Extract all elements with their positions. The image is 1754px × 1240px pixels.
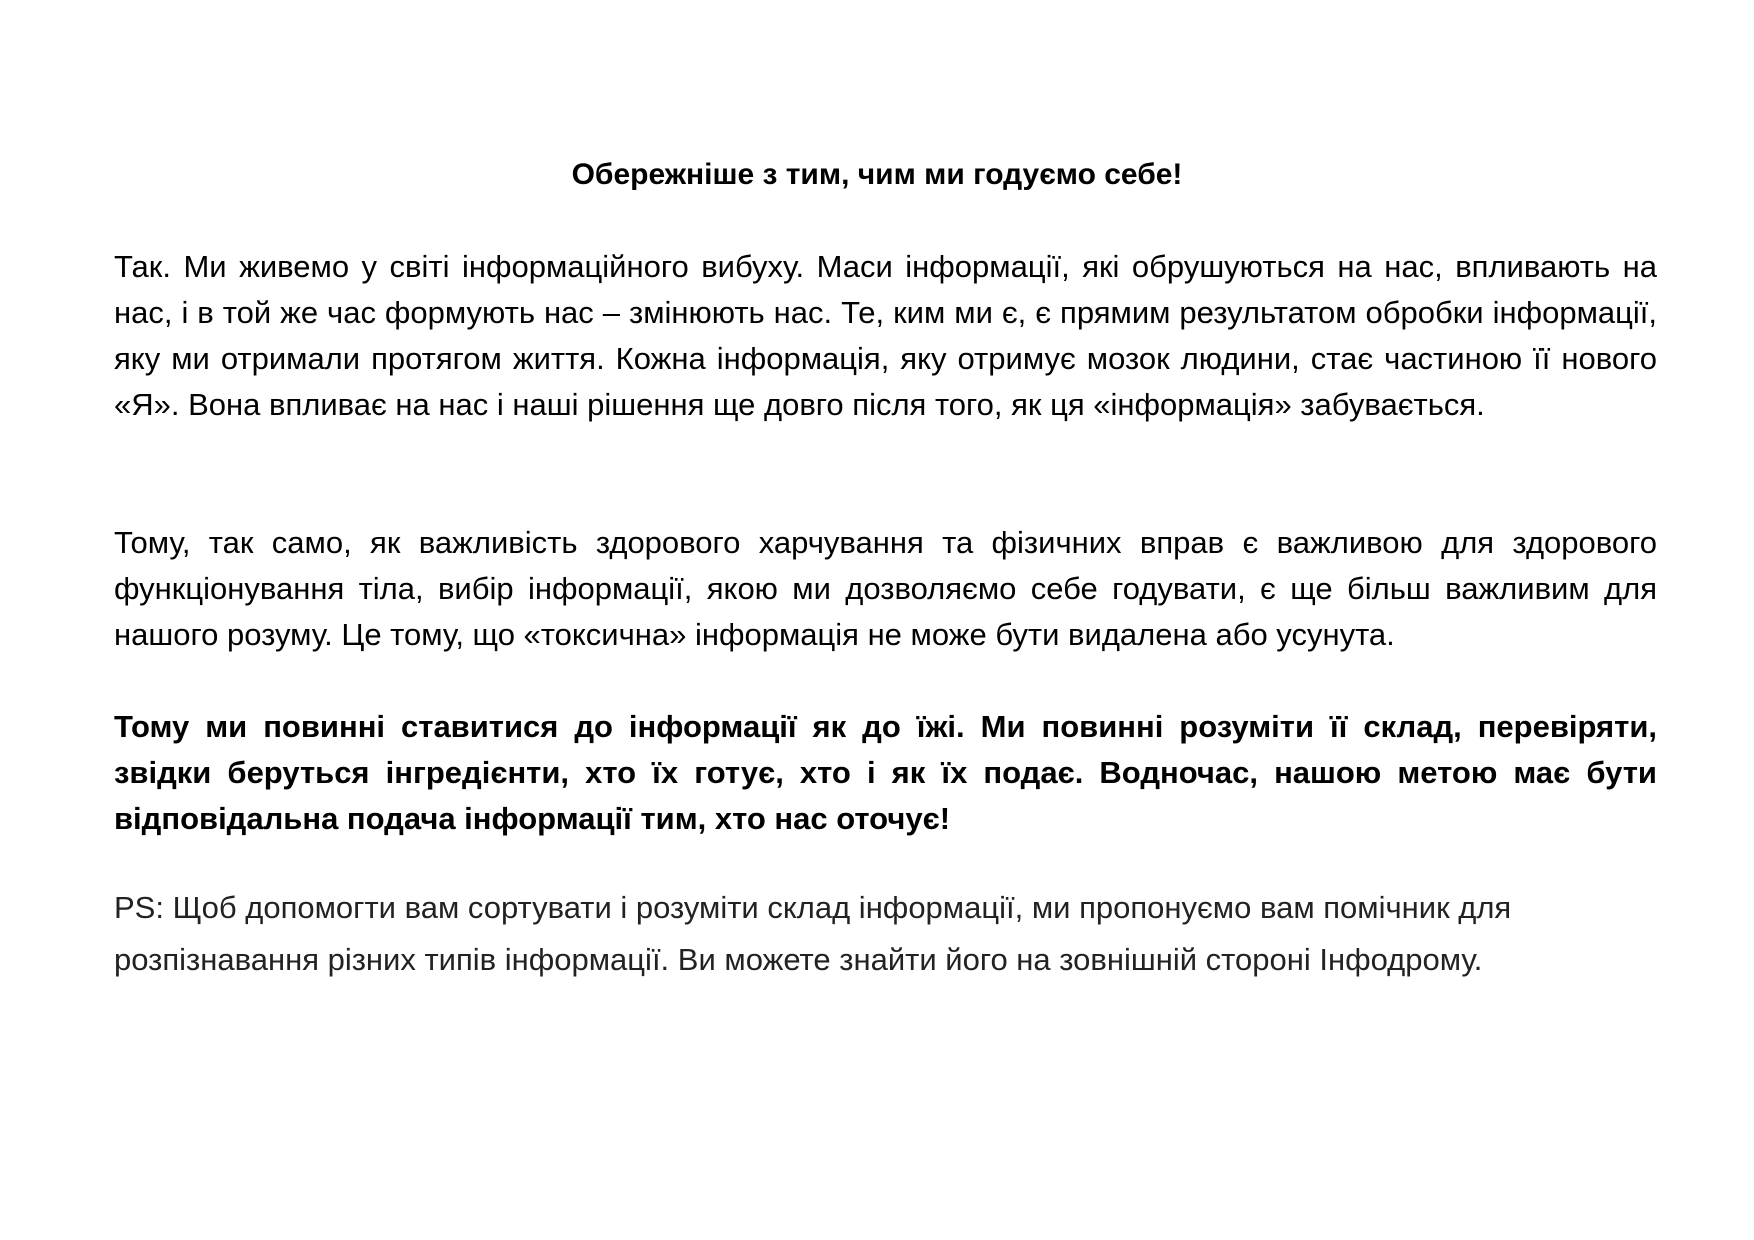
postscript-note: PS: Щоб допомогти вам сортувати і розуміти склад інформації, ми пропонуємо вам помічник для розпізнавання різних типів інформації. Ви можете знайти його на зовнішній стороні Інфодрому. [114,890,1512,977]
document-title: Обережніше з тим, чим ми годуємо себе! [571,158,1183,191]
paragraph-information-choice: Тому, так само, як важливість здорового харчування та фізичних вправ є важливою для здорового функціонування тіла, вибір інформації, якою ми дозволяємо себе годувати, є ще більш важливим для нашого розуму. Це тому, що «токсична» інформація не може бути видалена або усунута. [114,525,1657,652]
paragraph-information-explosion: Так. Ми живемо у світі інформаційного вибуху. Маси інформації, які обрушуються на нас, впливають на нас, і в той же час формують нас – змінюють нас. Те, ким ми є, є прямим результатом обробки інформації, яку ми отримали протягом життя. Кожна інформація, яку отримує мозок людини, стає частиною її нового «Я». Вона впливає на нас і наші рішення ще довго після того, як ця «інформація» забувається. [114,249,1657,422]
paragraph-information-as-food: Тому ми повинні ставитися до інформації як до їжі. Ми повинні розуміти її склад, перевіряти, звідки беруться інгредієнти, хто їх готує, хто і як їх подає. Водночас, нашою метою має бути відповідальна подача інформації тим, хто нас оточує! [114,709,1657,836]
